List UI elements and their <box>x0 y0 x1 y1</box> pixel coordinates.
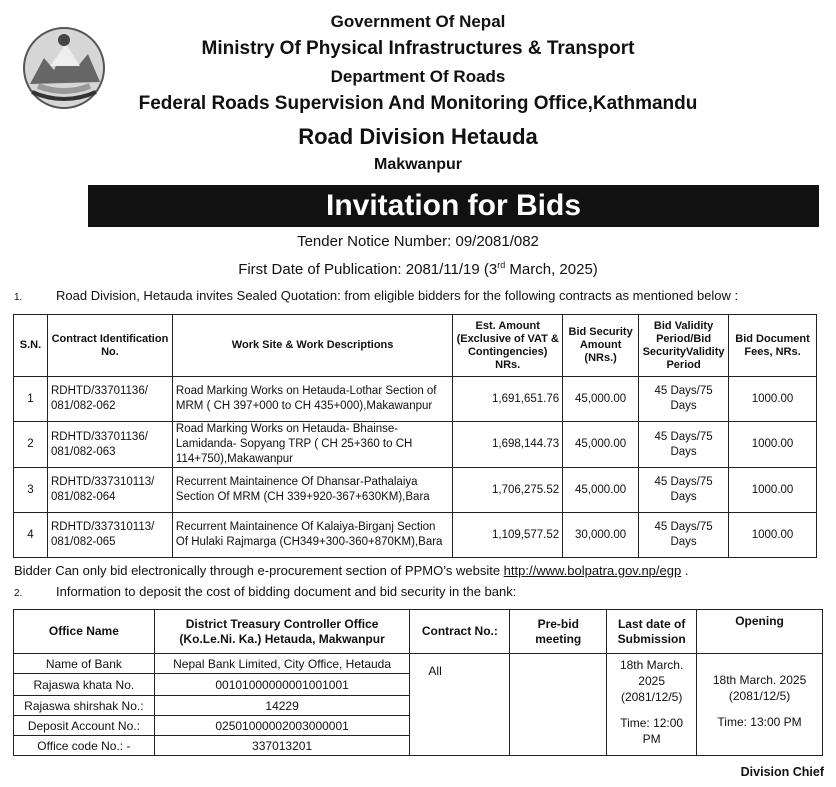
table-row <box>14 422 817 468</box>
publication-date: First Date of Publication: 2081/11/19 (3rd March, 2025) <box>238 260 598 278</box>
cell-security: 30,000.00 <box>563 513 639 558</box>
header-government: Government Of Nepal <box>330 12 506 31</box>
column-header: Bid Document Fees, NRs. <box>729 315 817 377</box>
bank-row-label: Name of Bank <box>14 654 155 674</box>
submission-cell <box>607 654 697 756</box>
header-prebid: Pre-bid meeting <box>510 610 607 654</box>
bidder-note: Bidder Can only bid electronically through e-procurement section of PPMO’s website http://www.bolpatra.gov.np/egp . <box>14 563 689 578</box>
cell-description: Road Marking Works on Hetauda- Bhainse-Lamidanda- Sopyang TRP ( CH 25+360 to CH 114+750),Makawanpur <box>172 422 452 468</box>
column-header: S.N. <box>14 315 48 377</box>
cell-amount: 1,691,651.76 <box>453 377 563 422</box>
cell-validity: 45 Days/75 Days <box>639 513 729 558</box>
header-office: Federal Roads Supervision And Monitoring Office,Kathmandu <box>138 93 698 114</box>
bank-info-table <box>13 609 823 756</box>
cell-contract-id: RDHTD/33701136/ 081/082-062 <box>47 377 172 422</box>
header-last-date: Last date of Submission <box>607 610 697 654</box>
cell-sn: 3 <box>14 468 48 513</box>
column-header: Contract Identification No. <box>47 315 172 377</box>
table-header-row <box>14 315 817 377</box>
column-header: Bid Validity Period/Bid SecurityValidity Period <box>639 315 729 377</box>
cell-security: 45,000.00 <box>563 377 639 422</box>
paragraph-text: Information to deposit the cost of bidding document and bid security in the bank: <box>56 584 517 599</box>
table-row <box>14 468 817 513</box>
opening-time: Time: 13:00 PM <box>717 715 802 729</box>
table-row <box>14 654 823 674</box>
column-header: Work Site & Work Descriptions <box>172 315 452 377</box>
table-row <box>14 513 817 558</box>
table-header-row <box>14 610 823 654</box>
header-ministry: Ministry Of Physical Infrastructures & Transport <box>201 38 635 59</box>
bank-row-value: 14229 <box>154 696 410 716</box>
header-contract-no: Contract No.: <box>410 610 510 654</box>
contracts-table <box>13 314 817 558</box>
bank-row-value: 00101000000001001001 <box>154 674 410 696</box>
contract-no-value: All <box>410 654 510 756</box>
cell-fees: 1000.00 <box>729 468 817 513</box>
cell-validity: 45 Days/75 Days <box>639 422 729 468</box>
cell-amount: 1,109,577.52 <box>453 513 563 558</box>
header-district: Makwanpur <box>373 156 462 173</box>
column-header: Bid Security Amount (NRs.) <box>563 315 639 377</box>
cell-description: Recurrent Maintainence Of Dhansar-Pathalaiya Section Of MRM (CH 339+920-367+630KM),Bara <box>172 468 452 513</box>
ppmo-website-link[interactable]: http://www.bolpatra.gov.np/egp <box>503 563 682 578</box>
cell-sn: 4 <box>14 513 48 558</box>
bank-row-value: Nepal Bank Limited, City Office, Hetauda <box>154 654 410 674</box>
paragraph-number: 1. <box>14 292 23 303</box>
opening-bs: (2081/12/5) <box>728 689 791 703</box>
bank-row-label: Rajaswa shirshak No.: <box>14 696 155 716</box>
bank-row-value: 337013201 <box>154 736 410 756</box>
header-office-name: Office Name <box>14 610 155 654</box>
cell-fees: 1000.00 <box>729 513 817 558</box>
submission-date: 18th March. 2025 <box>619 658 684 688</box>
cell-amount: 1,706,275.52 <box>453 468 563 513</box>
cell-contract-id: RDHTD/337310113/ 081/082-064 <box>47 468 172 513</box>
header-office: District Treasury Controller Office (Ko.Le.Ni. Ka.) Hetauda, Makwanpur <box>154 610 410 654</box>
bank-row-label: Office code No.: - <box>14 736 155 756</box>
paragraph-text: Road Division, Hetauda invites Sealed Quotation: from eligible bidders for the following contracts as mentioned below : <box>56 288 739 303</box>
table-row <box>14 377 817 422</box>
cell-sn: 1 <box>14 377 48 422</box>
cell-amount: 1,698,144.73 <box>453 422 563 468</box>
cell-contract-id: RDHTD/33701136/ 081/082-063 <box>47 422 172 468</box>
prebid-value <box>510 654 607 756</box>
cell-description: Road Marking Works on Hetauda-Lothar Section of MRM ( CH 397+000 to CH 435+000),Makawanpur <box>172 377 452 422</box>
cell-security: 45,000.00 <box>563 422 639 468</box>
header-division: Road Division Hetauda <box>298 124 538 149</box>
signature-title: Division Chief <box>740 765 824 779</box>
header-opening: Opening <box>697 610 823 654</box>
cell-contract-id: RDHTD/337310113/ 081/082-065 <box>47 513 172 558</box>
header-department: Department Of Roads <box>330 67 506 86</box>
invitation-banner: Invitation for Bids <box>88 185 819 227</box>
paragraph-number: 2. <box>14 588 23 599</box>
cell-description: Recurrent Maintainence Of Kalaiya-Birganj Section Of Hulaki Rajmarga (CH349+300-360+870KM),Bara <box>172 513 452 558</box>
cell-validity: 45 Days/75 Days <box>639 468 729 513</box>
cell-fees: 1000.00 <box>729 422 817 468</box>
cell-fees: 1000.00 <box>729 377 817 422</box>
bank-row-value: 02501000002003000001 <box>154 716 410 736</box>
cell-sn: 2 <box>14 422 48 468</box>
bank-row-label: Rajaswa khata No. <box>14 674 155 696</box>
paragraph-1 <box>14 288 738 303</box>
cell-security: 45,000.00 <box>563 468 639 513</box>
opening-cell <box>697 654 823 756</box>
column-header: Est. Amount (Exclusive of VAT & Contingencies) NRs. <box>453 315 563 377</box>
opening-date: 18th March. 2025 <box>712 673 807 687</box>
tender-notice-number: Tender Notice Number: 09/2081/082 <box>297 233 539 250</box>
submission-bs: (2081/12/5) <box>620 690 683 704</box>
paragraph-2 <box>14 584 516 599</box>
bank-row-label: Deposit Account No.: <box>14 716 155 736</box>
cell-validity: 45 Days/75 Days <box>639 377 729 422</box>
submission-time: Time: 12:00 PM <box>620 716 684 746</box>
